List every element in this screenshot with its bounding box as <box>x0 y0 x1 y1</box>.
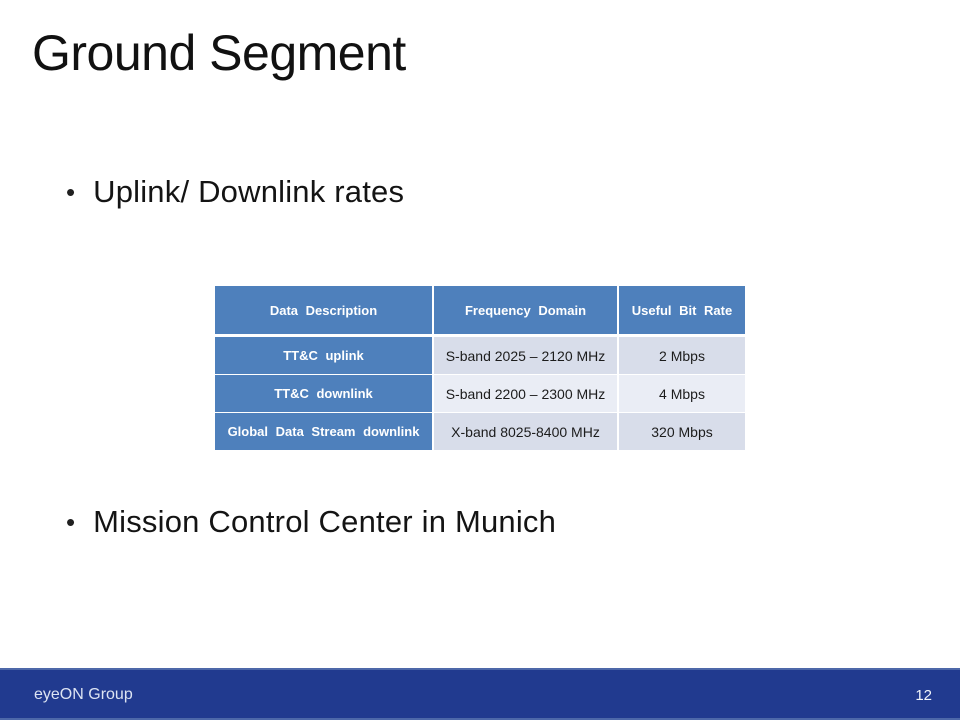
row-label-global-data-stream-downlink: Global Data Stream downlink <box>215 413 433 451</box>
cell-bit-rate: 2 Mbps <box>618 336 745 375</box>
uplink-downlink-rates-table <box>215 286 745 450</box>
page-title: Ground Segment <box>32 25 406 81</box>
cell-frequency: X-band 8025-8400 MHz <box>433 413 618 451</box>
bullet-text: Mission Control Center in Munich <box>93 504 557 539</box>
bullet-text: Uplink/ Downlink rates <box>93 174 405 209</box>
column-header-useful-bit-rate: Useful Bit Rate <box>618 286 745 336</box>
bullet-icon: • <box>66 177 76 207</box>
column-header-frequency-domain: Frequency Domain <box>433 286 618 336</box>
footer-brand-text: eyeON Group <box>34 686 133 703</box>
cell-frequency: S-band 2200 – 2300 MHz <box>433 375 618 413</box>
footer-bar <box>0 668 960 720</box>
row-label-ttc-uplink: TT&C uplink <box>215 336 433 375</box>
table-row <box>215 375 745 413</box>
column-header-data-description: Data Description <box>215 286 433 336</box>
table-row <box>215 336 745 375</box>
bullet-item-mission-control-center <box>66 502 556 542</box>
table-row <box>215 413 745 451</box>
cell-frequency: S-band 2025 – 2120 MHz <box>433 336 618 375</box>
bullet-icon: • <box>66 507 76 537</box>
table-header-row <box>215 286 745 336</box>
cell-bit-rate: 4 Mbps <box>618 375 745 413</box>
cell-bit-rate: 320 Mbps <box>618 413 745 451</box>
bullet-item-uplink-downlink-rates <box>66 172 404 212</box>
page-number: 12 <box>915 686 932 704</box>
row-label-ttc-downlink: TT&C downlink <box>215 375 433 413</box>
